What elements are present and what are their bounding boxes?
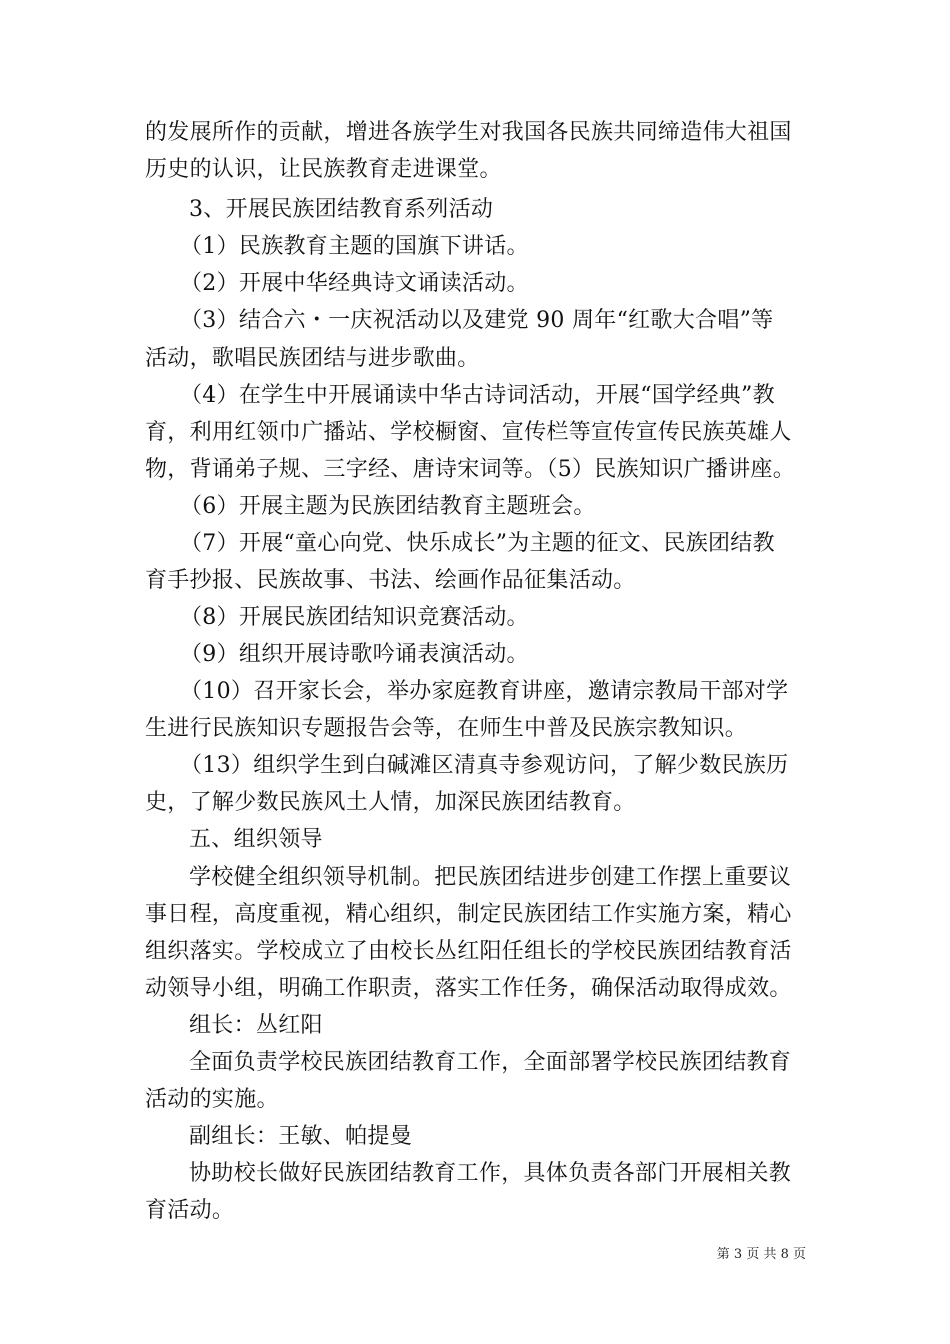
body-line: 历史的认识，让民族教育走进课堂。 bbox=[145, 157, 502, 182]
body-line: （9）组织开展诗歌吟诵表演活动。 bbox=[180, 642, 529, 667]
body-line: 组长：丛红阳 bbox=[189, 1013, 323, 1038]
section-heading: 3、开展民族团结教育系列活动 bbox=[189, 197, 494, 222]
body-line: 活动的实施。 bbox=[145, 1087, 279, 1112]
body-line: （6）开展主题为民族团结教育主题班会。 bbox=[180, 494, 596, 519]
section-heading: 五、组织领导 bbox=[189, 827, 323, 852]
body-line: 动领导小组，明确工作职责，落实工作任务，确保活动取得成效。 bbox=[145, 976, 792, 1001]
body-line: 史，了解少数民族风土人情，加深民族团结教育。 bbox=[145, 790, 636, 815]
body-line: 的发展所作的贡献，增进各族学生对我国各民族共同缔造伟大祖国 bbox=[145, 120, 792, 145]
body-line: 生进行民族知识专题报告会等，在师生中普及民族宗教知识。 bbox=[145, 716, 748, 741]
body-line: （1）民族教育主题的国旗下讲话。 bbox=[180, 234, 529, 259]
body-line: （7）开展“童心向党、快乐成长”为主题的征文、民族团结教 bbox=[180, 531, 775, 556]
body-line: 协助校长做好民族团结教育工作，具体负责各部门开展相关教 bbox=[189, 1161, 792, 1186]
body-line: （13）组织学生到白碱滩区清真寺参观访问，了解少数民族历 bbox=[180, 753, 789, 778]
body-line: 育手抄报、民族故事、书法、绘画作品征集活动。 bbox=[145, 568, 636, 593]
body-line: 全面负责学校民族团结教育工作，全面部署学校民族团结教育 bbox=[189, 1050, 792, 1075]
body-line: （4）在学生中开展诵读中华古诗词活动，开展“国学经典”教 bbox=[180, 383, 775, 408]
body-line: 活动，歌唱民族团结与进步歌曲。 bbox=[145, 346, 480, 371]
page-number: 第 3 页 共 8 页 bbox=[716, 1247, 806, 1262]
body-line: 组织落实。学校成立了由校长丛红阳任组长的学校民族团结教育活 bbox=[145, 939, 792, 964]
body-line: （10）召开家长会，举办家庭教育讲座，邀请宗教局干部对学 bbox=[180, 679, 789, 704]
body-line: 学校健全组织领导机制。把民族团结进步创建工作摆上重要议 bbox=[189, 865, 792, 890]
body-line: 物，背诵弟子规、三字经、唐诗宋词等。（5）民族知识广播讲座。 bbox=[145, 457, 795, 482]
body-line: （3）结合六・一庆祝活动以及建党 90 周年“红歌大合唱”等 bbox=[180, 308, 774, 333]
body-line: （2）开展中华经典诗文诵读活动。 bbox=[180, 271, 529, 296]
body-line: 育，利用红领巾广播站、学校橱窗、宣传栏等宣传宣传民族英雄人 bbox=[145, 420, 792, 445]
body-line: 育活动。 bbox=[145, 1198, 235, 1223]
body-line: （8）开展民族团结知识竞赛活动。 bbox=[180, 605, 529, 630]
body-line: 副组长：王敏、帕提曼 bbox=[189, 1124, 413, 1149]
body-line: 事日程，高度重视，精心组织，制定民族团结工作实施方案，精心 bbox=[145, 902, 792, 927]
